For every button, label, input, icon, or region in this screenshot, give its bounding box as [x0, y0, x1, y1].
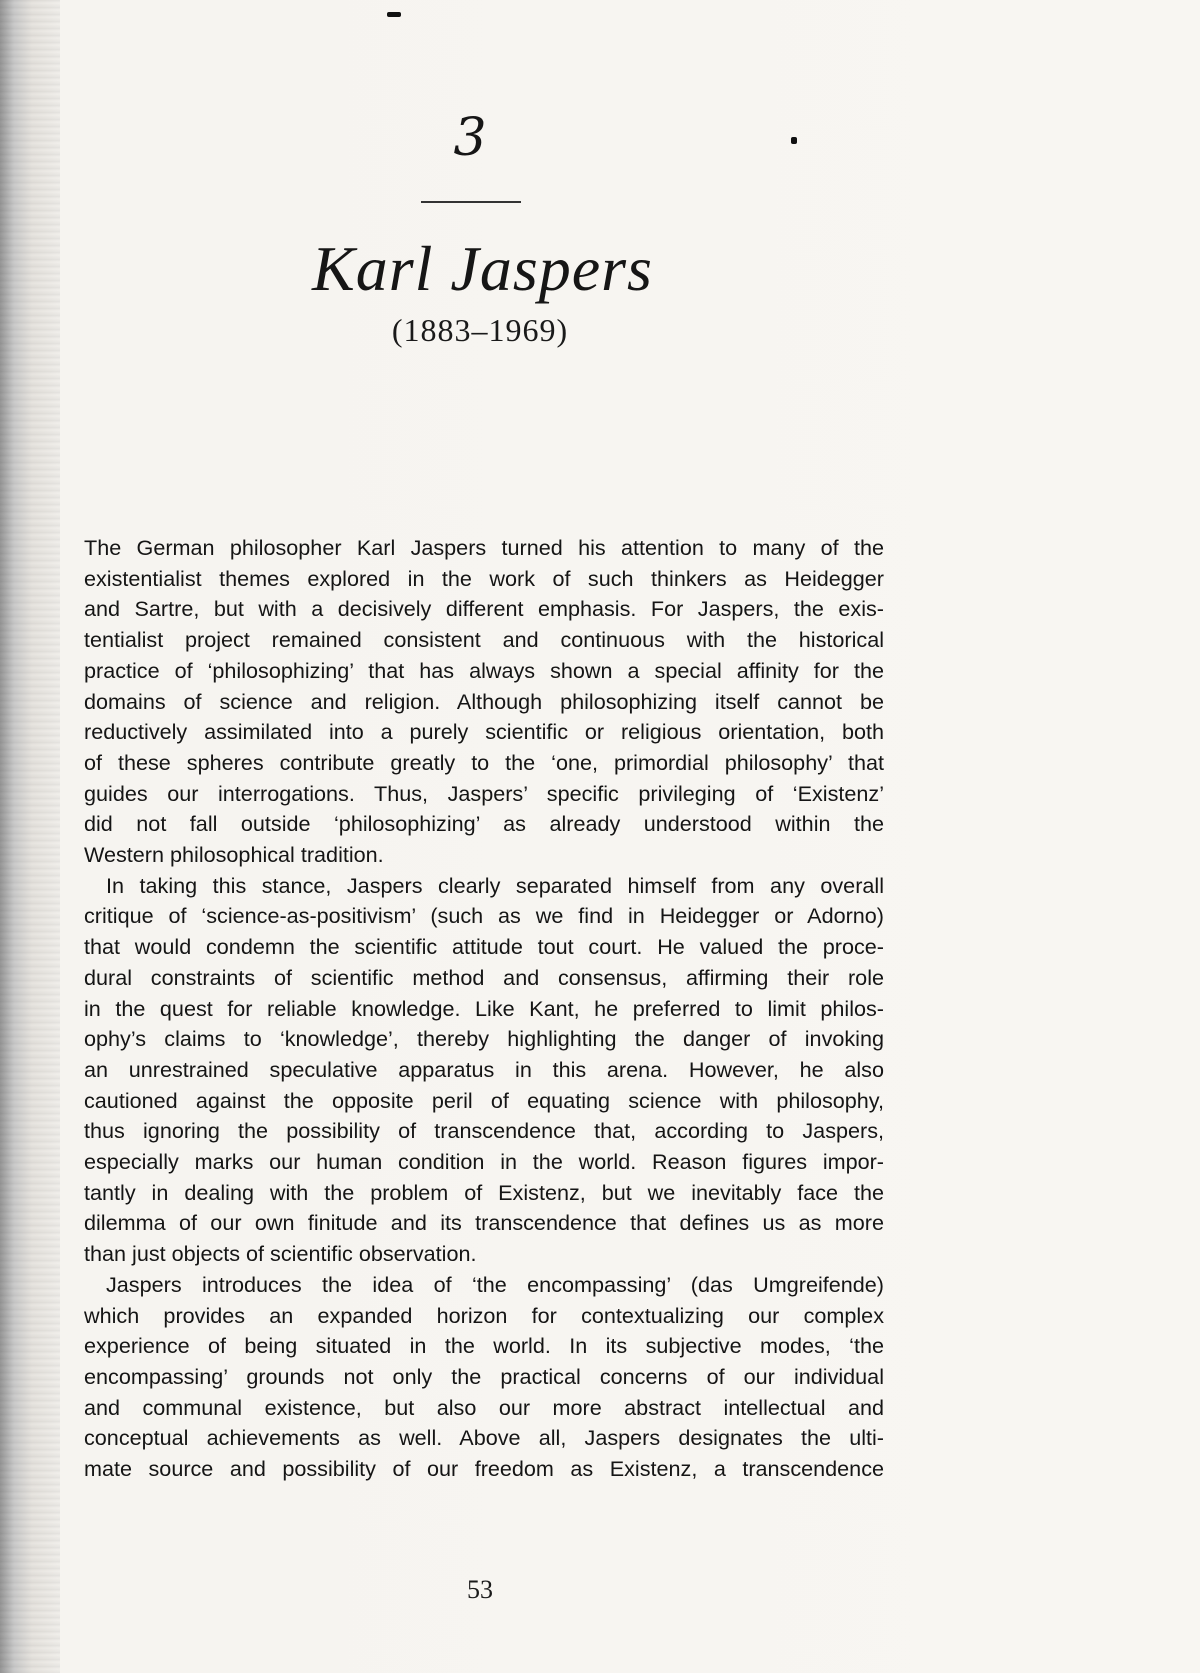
paragraph-1-line: practice of ‘philosophizing’ that has always shown a special affinity for the	[84, 657, 884, 683]
paragraph-3-line: and communal existence, but also our more abstract intellectual and	[84, 1394, 884, 1420]
paragraph-1-line: reductively assimilated into a purely scientific or religious orientation, both	[84, 719, 884, 745]
paragraph-3-line: Jaspers introduces the idea of ‘the encompassing’ (das Umgreifende)	[106, 1271, 884, 1297]
chapter-title: Karl Jaspers	[312, 233, 653, 304]
paragraph-1-line: domains of science and religion. Although philosophizing itself cannot be	[84, 688, 884, 714]
scan-speck-mark	[387, 12, 401, 17]
paragraph-2-line: tantly in dealing with the problem of Existenz, but we inevitably face the	[84, 1179, 884, 1205]
paragraph-2-line: especially marks our human condition in the world. Reason figures impor-	[84, 1149, 884, 1175]
paragraph-3-line: mate source and possibility of our freedom as Existenz, a transcendence	[84, 1456, 884, 1482]
paragraph-3-line: which provides an expanded horizon for contextualizing our complex	[84, 1302, 884, 1328]
paragraph-1-line: of these spheres contribute greatly to the ‘one, primordial philosophy’ that	[84, 749, 884, 775]
paragraph-2-line: than just objects of scientific observation.	[84, 1241, 477, 1267]
paragraph-2-line: thus ignoring the possibility of transcendence that, according to Jaspers,	[84, 1118, 884, 1144]
paragraph-2-line: In taking this stance, Jaspers clearly separated himself from any overall	[106, 872, 884, 898]
paragraph-1-line: and Sartre, but with a decisively different emphasis. For Jaspers, the exis-	[84, 596, 884, 622]
paragraph-1-line: Western philosophical tradition.	[84, 842, 384, 868]
paragraph-3-line: conceptual achievements as well. Above all, Jaspers designates the ulti-	[84, 1425, 884, 1451]
binding-gutter-shadow	[0, 0, 60, 1673]
paragraph-3-line: encompassing’ grounds not only the practical concerns of our individual	[84, 1363, 884, 1389]
paragraph-2-line: dural constraints of scientific method and consensus, affirming their role	[84, 964, 884, 990]
paragraph-2-line: dilemma of our own finitude and its transcendence that defines us as more	[84, 1210, 884, 1236]
paragraph-1-line: guides our interrogations. Thus, Jaspers’ specific privileging of ‘Existenz’	[84, 780, 884, 806]
paragraph-3-line: experience of being situated in the world. In its subjective modes, ‘the	[84, 1333, 884, 1359]
paragraph-1-line: existentialist themes explored in the work of such thinkers as Heidegger	[84, 565, 884, 591]
scan-dot-mark	[791, 137, 797, 144]
paragraph-2-line: an unrestrained speculative apparatus in this arena. However, he also	[84, 1056, 884, 1082]
paragraph-2-line: critique of ‘science-as-positivism’ (such as we find in Heidegger or Adorno)	[84, 903, 884, 929]
paragraph-1-line: did not fall outside ‘philosophizing’ as already understood within the	[84, 811, 884, 837]
chapter-dates: (1883–1969)	[391, 312, 569, 348]
paragraph-2-line: that would condemn the scientific attitude tout court. He valued the proce-	[84, 934, 884, 960]
chapter-divider-rule	[421, 201, 521, 203]
paragraph-2-line: ophy’s claims to ‘knowledge’, thereby highlighting the danger of invoking	[84, 1026, 884, 1052]
body-text	[84, 533, 884, 1485]
paragraph-2-line: cautioned against the opposite peril of equating science with philosophy,	[84, 1087, 884, 1113]
paragraph-1-line: tentialist project remained consistent and continuous with the historical	[84, 627, 884, 653]
chapter-number: 3	[453, 108, 487, 168]
page-number: 53	[467, 1575, 493, 1604]
paragraph-2-line: in the quest for reliable knowledge. Like Kant, he preferred to limit philos-	[84, 995, 884, 1021]
paragraph-1-line: The German philosopher Karl Jaspers turned his attention to many of the	[84, 535, 884, 560]
